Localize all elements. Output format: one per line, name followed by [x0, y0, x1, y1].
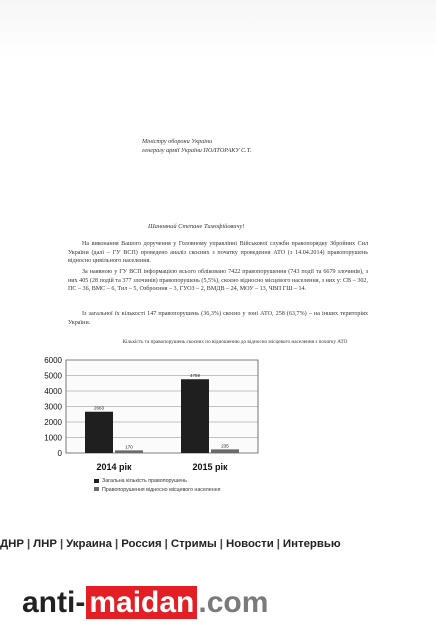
letter-paragraph-2: За наявною у ГУ ВСП інформацією всього обліковано 7422 правопорушення (743 події та 6679 злочинів), з них 405 (28 подій та 377 злочинів) правопорушень (5,5%), скоєно відносно місцевого населення, з них у: СВ – 302, ПС – 36, ВМС – 6, Тил – 5, Озброєння – 3, ГУОЗ – 2, ВМДВ – 24, МОУ – 13, ЧВП ГШ – 14.: [68, 269, 368, 293]
y-tick-label: 2000: [44, 418, 62, 427]
bar-0-1: [115, 450, 143, 453]
legend-label-local: Правопорушення відносно місцевого населення: [102, 486, 221, 493]
bar-0-0: [85, 412, 113, 453]
bar-1-0: [181, 379, 209, 453]
x-category-label: 2014 рік: [96, 462, 132, 472]
bar-1-1: [211, 449, 239, 453]
nav-link-0[interactable]: ДНР: [0, 538, 24, 550]
x-category-label: 2015 рік: [192, 462, 228, 472]
legend-label-total: Загальна кількість правопорушень: [102, 478, 187, 484]
data-label: 235: [221, 443, 229, 449]
legend-swatch-local: [94, 487, 99, 491]
logo-part-anti: anti-: [22, 586, 86, 619]
scan-top-edge: [0, 0, 436, 58]
letter-paragraph-1: На виконання Вашого доручення у Головному управлінні Військової служби правопорядку Збройних Сил України (далі – ГУ ВСП) проведено аналіз скоєних з початку проведення АТО (з 14.04.2014) правопорушень відносно цивільного населення.: [68, 241, 368, 265]
logo-part-maidan: maidan: [86, 586, 197, 619]
addressee-line-1: Міністру оборони України: [142, 138, 213, 145]
nav-link-6[interactable]: Интервью: [282, 538, 341, 550]
logo-part-com: .com: [198, 586, 269, 619]
bar-chart: [0, 348, 436, 478]
legend-item-local: [94, 486, 220, 495]
nav-separator: |: [59, 538, 64, 550]
letter-greeting: Шановний Степане Тимофійовичу!: [148, 223, 245, 230]
y-tick-label: 0: [57, 449, 62, 458]
nav-link-2[interactable]: Украина: [66, 538, 113, 550]
y-tick-label: 4000: [44, 387, 62, 396]
letter-paragraph-3: Із загальної їх кількості 147 правопорушень (36,3%) скоєно у зоні АТО, 258 (63,7%) – на інших територіях України.: [68, 311, 368, 326]
y-tick-label: 1000: [44, 433, 62, 443]
nav-separator: |: [115, 538, 119, 550]
nav-separator: |: [164, 538, 168, 550]
nav-link-5[interactable]: Новости: [225, 538, 274, 550]
site-logo[interactable]: [22, 583, 268, 623]
addressee-block: [142, 137, 392, 155]
nav-link-4[interactable]: Стримы: [170, 538, 217, 550]
nav-link-1[interactable]: ЛНР: [33, 538, 57, 550]
legend-swatch-total: [94, 479, 99, 483]
y-tick-label: 5000: [44, 371, 62, 381]
y-tick-label: 6000: [44, 356, 62, 365]
data-label: 2663: [93, 405, 105, 411]
nav-link-3[interactable]: Россия: [121, 538, 162, 550]
nav-separator: |: [219, 538, 223, 550]
addressee-line-2: генералу армії України ПОЛТОРАКУ С.Т.: [142, 147, 252, 154]
nav-separator: |: [26, 538, 31, 550]
data-label: 4759: [189, 373, 201, 379]
legend-item-total: [94, 477, 220, 486]
nav-separator: |: [276, 538, 280, 550]
chart-title: Кількість та правопорушень скоєних по відношенню до відносно місцевого населення з початку АТО: [122, 339, 348, 345]
chart-legend: [94, 477, 220, 494]
data-label: 170: [125, 444, 133, 450]
y-tick-label: 3000: [44, 402, 62, 412]
site-nav-bar: [0, 538, 436, 550]
